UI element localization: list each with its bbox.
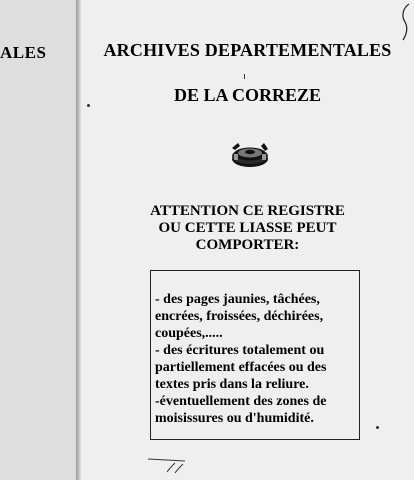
left-page-edge-text: ALES — [0, 43, 47, 62]
notice-line: - des écritures totalement ou — [155, 343, 325, 358]
archive-title-line1: ARCHIVES DEPARTEMENTALES — [103, 40, 392, 60]
paper-speck — [376, 426, 379, 429]
warning-line: OU CETTE LIASSE PEUT — [158, 220, 337, 236]
left-page-strip — [0, 0, 78, 480]
notice-line: -éventuellement des zones de — [155, 394, 327, 409]
warning-heading — [81, 203, 414, 254]
film-reel-icon — [228, 140, 272, 175]
pen-mark — [145, 455, 195, 475]
pen-mark — [395, 2, 414, 44]
paper-speck — [87, 104, 90, 107]
notice-line: coupées,..... — [155, 326, 223, 341]
paper-speck — [244, 74, 245, 79]
archive-title-line2: DE LA CORREZE — [173, 85, 322, 105]
notice-text — [155, 291, 326, 427]
warning-line: ATTENTION CE REGISTRE — [150, 203, 345, 219]
notice-line: encrées, froissées, déchirées, — [155, 309, 324, 324]
notice-line: partiellement effacées ou des — [155, 360, 327, 375]
notice-line: textes pris dans la reliure. — [155, 377, 309, 392]
notice-line: moisissures ou d'humidité. — [155, 411, 314, 426]
notice-line: - des pages jaunies, tâchées, — [155, 292, 320, 307]
warning-line: COMPORTER: — [195, 237, 300, 253]
